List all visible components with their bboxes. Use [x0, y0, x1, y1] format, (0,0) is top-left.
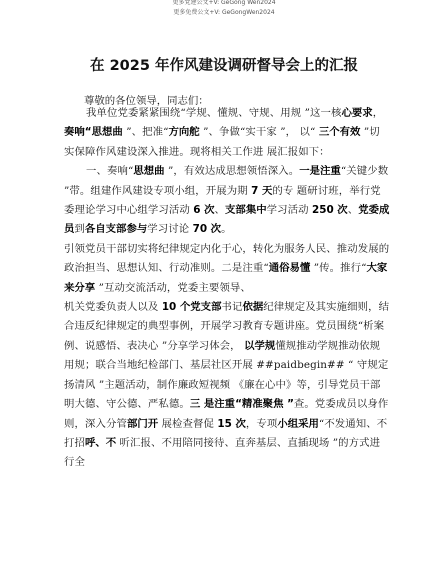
paragraph-text: 到 [74, 223, 85, 236]
bold-text: 250 次 [311, 204, 348, 217]
body-paragraph [64, 298, 390, 473]
bold-text: 15 次 [217, 417, 246, 430]
paragraph-text: 纪律规定及其实施细则，结合违反纪律规定的典型事例，开展学习教育专题讲座。党员围绕“析案例、说感悟、表决心 ”分享学习体会， [64, 301, 390, 352]
paragraph-text: 展检查督促 [158, 417, 218, 430]
bold-text: 依据 [242, 301, 264, 314]
paragraph-text: ”、把准“ [122, 126, 169, 139]
bold-text: 心要求 [341, 107, 373, 119]
bold-text: 思想曲 [133, 165, 165, 178]
paragraph-text: ”切实保障作风建设深入推进。现将相关工作进 展汇报如下： [64, 126, 380, 158]
bold-text: 70 次 [192, 223, 222, 236]
paragraph-text: 。 [221, 223, 232, 236]
document-body [64, 104, 390, 473]
paragraph-text: 我单位党委紧紧围绕“学规、懂规、守规、用规 ”这一核 [86, 107, 342, 119]
bold-text: 支部集中 [225, 204, 267, 217]
bold-text: 小组采用 [277, 417, 319, 430]
body-paragraph [64, 162, 390, 240]
paragraph-text: 、 [347, 204, 359, 217]
paragraph-text: ”传。推行“ [310, 262, 367, 275]
bold-text: 7 天 [251, 184, 273, 197]
paragraph-text: 查。党委成员以身作则，深入分管 [64, 398, 389, 430]
bold-text: 方向舵 [168, 126, 200, 139]
bold-text: 以学规 [244, 339, 276, 352]
paragraph-text: 引领党员干部切实将纪律规定内化于心，转化为服务人民、推动发展的政治担当、思想认知、行动准则。二是注重“ [64, 242, 390, 275]
bold-text: 呼、不 [84, 436, 117, 449]
paragraph-text: 听汇报、不用陪同接待、直奔基层、直插现场 ”的方式进行全 [64, 436, 381, 469]
bold-text: 大家来分享 [64, 262, 388, 294]
bold-text: 奏响“思想曲 [64, 126, 123, 139]
paragraph-text: “不发通知、不打招 [64, 417, 388, 449]
paragraph-text: 、 [214, 204, 226, 217]
bold-text: 10 个党支部 [161, 301, 222, 314]
paragraph-text: 书记 [221, 301, 243, 314]
bold-text: 各自支部参与 [84, 223, 148, 236]
bold-text: 党委成员 [64, 204, 390, 236]
paragraph-text: 机关党委负责人以及 [64, 301, 162, 314]
paragraph-text: 一、奏响“ [86, 165, 134, 178]
paragraph-text: 学习讨论 [147, 223, 193, 236]
bold-text: 三个有效 [318, 126, 361, 139]
bold-text: 6 次 [193, 204, 215, 217]
paragraph-text: 学习活动 [266, 204, 312, 217]
paragraph-text: 懂规推动学规推动依规用规；联合当地纪检部门、基层社区开展 ##paidbegin## “ 守规定扬清风 ”主题活动，制作廉政短视频 《廉在心中》等，引导党员干部明大德、守公德、严私德。 [64, 339, 389, 411]
paragraph-text: 的专 题研讨班，举行党委理论学习中心组学习活动 [64, 184, 381, 217]
watermark-line-2: 更多免费公文+V: GeGongWen2024 [173, 9, 275, 16]
document-title: 在 2025 年作风建设调研督导会上的汇报 [90, 58, 358, 74]
bold-text: 三 是注重“精准聚焦 ” [189, 398, 294, 411]
paragraph-text: ”，有效达成思想领悟深入。 [164, 165, 300, 178]
bold-text: 通俗易懂 [268, 262, 311, 275]
salutation: 尊敬的各位领导，同志们： [84, 95, 209, 108]
body-paragraph [64, 104, 390, 162]
paragraph-text: ，专项 [245, 417, 278, 430]
paragraph-text: ”、争做“实干家 ”， 以“ [199, 126, 319, 139]
watermark-line-1: 更多党建公文+V: GeGong Wen2024 [172, 0, 276, 6]
body-paragraph [64, 240, 390, 298]
paragraph-text: ”互动交流活动，党委主要领导、 [95, 281, 251, 294]
paragraph-text: “关键少数 ”带。组建作风建设专项小组，开展为期 [64, 165, 389, 197]
bold-text: 一是注重 [299, 165, 341, 178]
bold-text: 部门开 [126, 417, 159, 430]
paragraph-text: ， [372, 107, 384, 119]
